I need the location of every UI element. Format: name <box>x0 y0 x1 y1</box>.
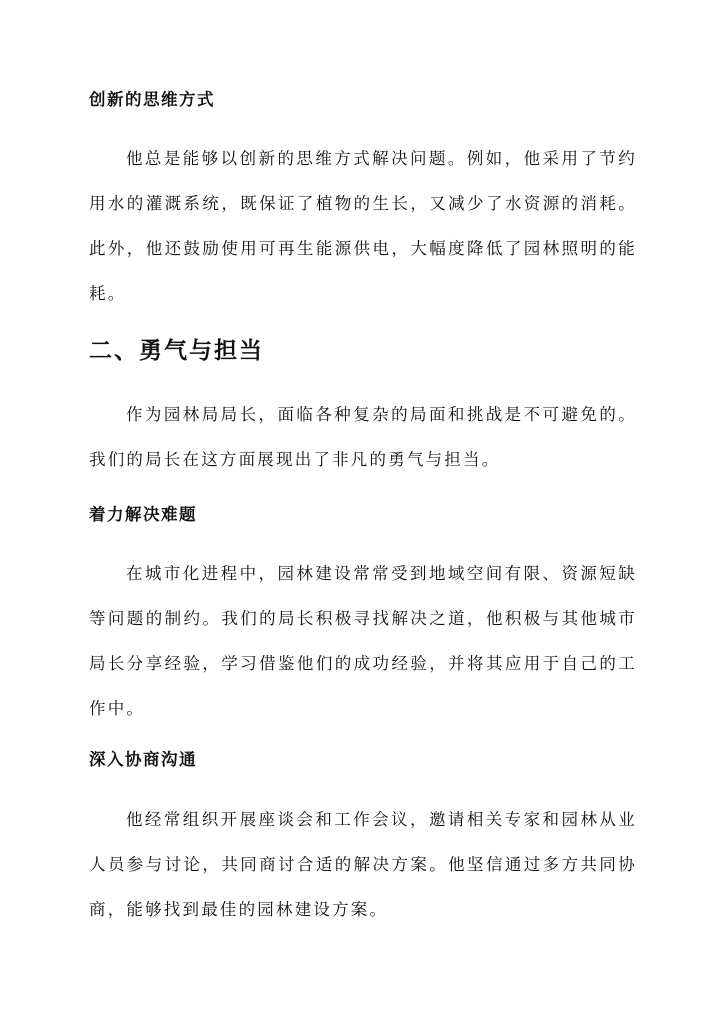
subsection-heading-innovative-thinking: 创新的思维方式 <box>89 90 215 109</box>
subsection-heading-consultation: 深入协商沟通 <box>89 750 197 769</box>
paragraph-innovative-thinking: 他总是能够以创新的思维方式解决问题。例如，他采用了节约用水的灌溉系统，既保证了植物的生长，又减少了水资源的消耗。此外，他还鼓励使用可再生能源供电，大幅度降低了园林照明的能耗。 <box>89 149 637 303</box>
subsection-heading-solve-problems: 着力解决难题 <box>89 505 197 524</box>
paragraph-courage-intro: 作为园林局局长，面临各种复杂的局面和挑战是不可避免的。我们的局长在这方面展现出了非凡的勇气与担当。 <box>89 405 637 469</box>
section-title-courage-responsibility: 二、勇气与担当 <box>89 337 264 364</box>
paragraph-solve-problems: 在城市化进程中，园林建设常常受到地域空间有限、资源短缺等问题的制约。我们的局长积极寻找解决之道，他积极与其他城市局长分享经验，学习借鉴他们的成功经验，并将其应用于自己的工作中。 <box>89 564 637 718</box>
paragraph-consultation: 他经常组织开展座谈会和工作会议，邀请相关专家和园林从业人员参与讨论，共同商讨合适的解决方案。他坚信通过多方共同协商，能够找到最佳的园林建设方案。 <box>89 810 637 919</box>
